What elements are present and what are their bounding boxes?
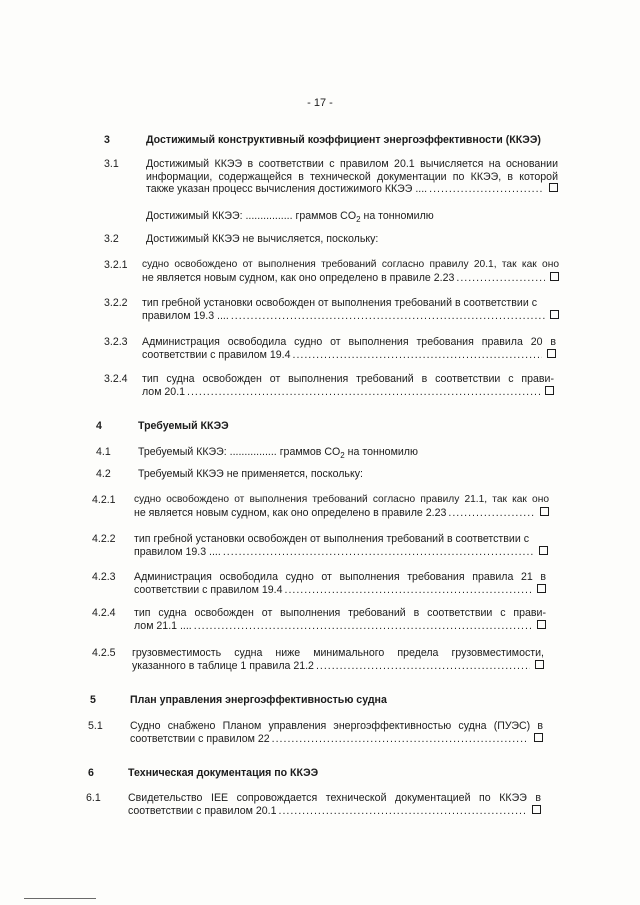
item-text <box>134 494 549 519</box>
section-heading: Достижимый конструктивный коэффициент энергоэффективности (ККЭЭ) <box>146 134 541 146</box>
item-text-lastline <box>134 584 546 597</box>
item-text <box>128 792 541 817</box>
subscript-2: 2 <box>356 215 361 225</box>
leader-dots <box>448 507 535 520</box>
item-text-last: лом 20.1 <box>142 385 186 398</box>
item-text-lastline <box>134 620 546 633</box>
item-number: 4.2 <box>96 468 111 480</box>
item-text: Достижимый ККЭЭ не вычисляется, поскольку: <box>146 233 379 245</box>
item-text-lastline <box>130 733 543 746</box>
leader-dots <box>223 546 534 559</box>
leader-dots <box>272 733 529 746</box>
item-text-main: Достижимый ККЭЭ в соответствии с правилом 20.1 вычисляется на основании информации, содержащейся в технической документации по ККЭЭ, в которой <box>146 158 558 183</box>
leader-dots <box>293 349 543 362</box>
field-label: Требуемый ККЭЭ: ................ граммов CO <box>138 446 341 458</box>
checkbox[interactable] <box>547 349 556 358</box>
item-text-main: судно освобождено от выполнения требований согласно правилу 20.1, так как оно <box>142 259 559 270</box>
item-text <box>146 158 558 196</box>
section-number: 5 <box>90 694 96 706</box>
item-text-last: указанного в таблице 1 правила 21.2 <box>132 659 314 672</box>
item-text-main: тип гребной установки освобожден от выполнения требований в соответствии с <box>142 297 537 309</box>
item-text <box>134 571 546 596</box>
checkbox[interactable] <box>550 310 559 319</box>
field-line <box>138 446 418 463</box>
section-heading: Требуемый ККЭЭ <box>138 420 229 432</box>
item-number: 4.2.4 <box>92 607 116 619</box>
item-text <box>142 336 556 361</box>
item-text-lastline <box>134 546 548 559</box>
checkbox[interactable] <box>550 272 559 281</box>
item-text-last: также указан процесс вычисления достижимого ККЭЭ .... <box>146 183 428 195</box>
item-text-last: не является новым судном, как оно определено в правиле 2.23 <box>142 271 455 284</box>
item-text-last: лом 21.1 .... <box>134 619 192 632</box>
item-text-lastline <box>134 507 549 520</box>
item-number: 3.2.2 <box>104 297 128 309</box>
field-line <box>146 210 434 227</box>
item-number: 4.2.5 <box>92 647 116 659</box>
leader-dots <box>429 183 544 196</box>
section-heading: Техническая документация по ККЭЭ <box>128 767 319 779</box>
item-number: 3.1 <box>104 158 119 170</box>
item-text-lastline <box>146 183 558 196</box>
item-text-main: тип судна освобожден от выполнения требований в соответствии с прави- <box>134 607 546 619</box>
page-number: - 17 - <box>307 97 333 109</box>
checkbox[interactable] <box>539 546 548 555</box>
item-text-lastline <box>142 349 556 362</box>
leader-dots <box>316 660 530 673</box>
item-text-lastline <box>132 660 544 673</box>
item-text-main: грузовместимость судна ниже минимального предела грузовместимости, <box>132 647 544 659</box>
item-text-last: соответствии с правилом 19.4 <box>134 583 283 596</box>
leader-dots <box>285 584 533 597</box>
item-text-last: соответствии с правилом 20.1 <box>128 804 277 817</box>
item-text-main: Администрация освободила судно от выполнения требования правила 21 в <box>134 571 546 583</box>
item-number: 6.1 <box>86 792 101 804</box>
item-text-last: не является новым судном, как оно определено в правиле 2.23 <box>134 506 447 519</box>
item-text: Требуемый ККЭЭ не применяется, поскольку: <box>138 468 363 480</box>
section-heading: План управления энергоэффективностью судна <box>130 694 387 706</box>
checkbox[interactable] <box>545 386 554 395</box>
item-text-main: судно освобождено от выполнения требований согласно правилу 21.1, так как оно <box>134 494 549 505</box>
leader-dots <box>231 310 545 323</box>
item-number: 3.2.4 <box>104 373 128 385</box>
section-number: 3 <box>104 134 110 146</box>
item-text-lastline <box>142 310 559 323</box>
item-number: 4.2.3 <box>92 571 116 583</box>
checkbox[interactable] <box>535 660 544 669</box>
item-text-last: правилом 19.3 .... <box>142 309 229 322</box>
item-text-last: соответствии с правилом 19.4 <box>142 348 291 361</box>
item-text-lastline <box>128 805 541 818</box>
section-number: 4 <box>96 420 102 432</box>
item-text <box>142 297 559 322</box>
item-text-last: правилом 19.3 .... <box>134 545 221 558</box>
checkbox[interactable] <box>537 584 546 593</box>
leader-dots <box>279 805 528 818</box>
subscript-2: 2 <box>340 451 345 461</box>
item-text <box>130 720 543 745</box>
item-text-lastline <box>142 272 559 285</box>
checkbox[interactable] <box>537 620 546 629</box>
item-text-main: Свидетельство IEE сопровождается технической документацией по ККЭЭ в <box>128 792 541 804</box>
item-text-main: Администрация освободила судно от выполнения требования правила 20 в <box>142 336 556 348</box>
item-text-main: Судно снабжено Планом управления энергоэффективностью судна (ПУЭС) в <box>130 720 543 732</box>
item-number: 5.1 <box>88 720 103 732</box>
item-text <box>142 259 559 284</box>
footer-rule <box>24 898 96 899</box>
item-text <box>132 647 544 672</box>
checkbox[interactable] <box>534 733 543 742</box>
section-number: 6 <box>88 767 94 779</box>
checkbox[interactable] <box>540 507 549 516</box>
item-number: 3.2.3 <box>104 336 128 348</box>
item-number: 3.2.1 <box>104 259 128 271</box>
checkbox[interactable] <box>549 183 558 192</box>
field-unit: на тонномилю <box>360 210 434 222</box>
item-text-main: тип судна освобожден от выполнения требований в соответствии с прави- <box>142 373 554 385</box>
item-number: 4.2.1 <box>92 494 116 506</box>
item-text-lastline <box>142 386 554 399</box>
item-text <box>134 533 548 558</box>
leader-dots <box>194 620 532 633</box>
item-number: 4.2.2 <box>92 533 116 545</box>
item-text <box>142 373 554 398</box>
leader-dots <box>456 272 545 285</box>
item-text-last: соответствии с правилом 22 <box>130 732 270 745</box>
item-text <box>134 607 546 632</box>
field-label: Достижимый ККЭЭ: ................ граммов CO <box>146 210 357 222</box>
checkbox[interactable] <box>532 805 541 814</box>
item-number: 4.1 <box>96 446 111 458</box>
field-unit: на тонномилю <box>344 446 418 458</box>
item-number: 3.2 <box>104 233 119 245</box>
leader-dots <box>187 386 540 399</box>
item-text-main: тип гребной установки освобожден от выполнения требований в соответствии с <box>134 533 529 545</box>
